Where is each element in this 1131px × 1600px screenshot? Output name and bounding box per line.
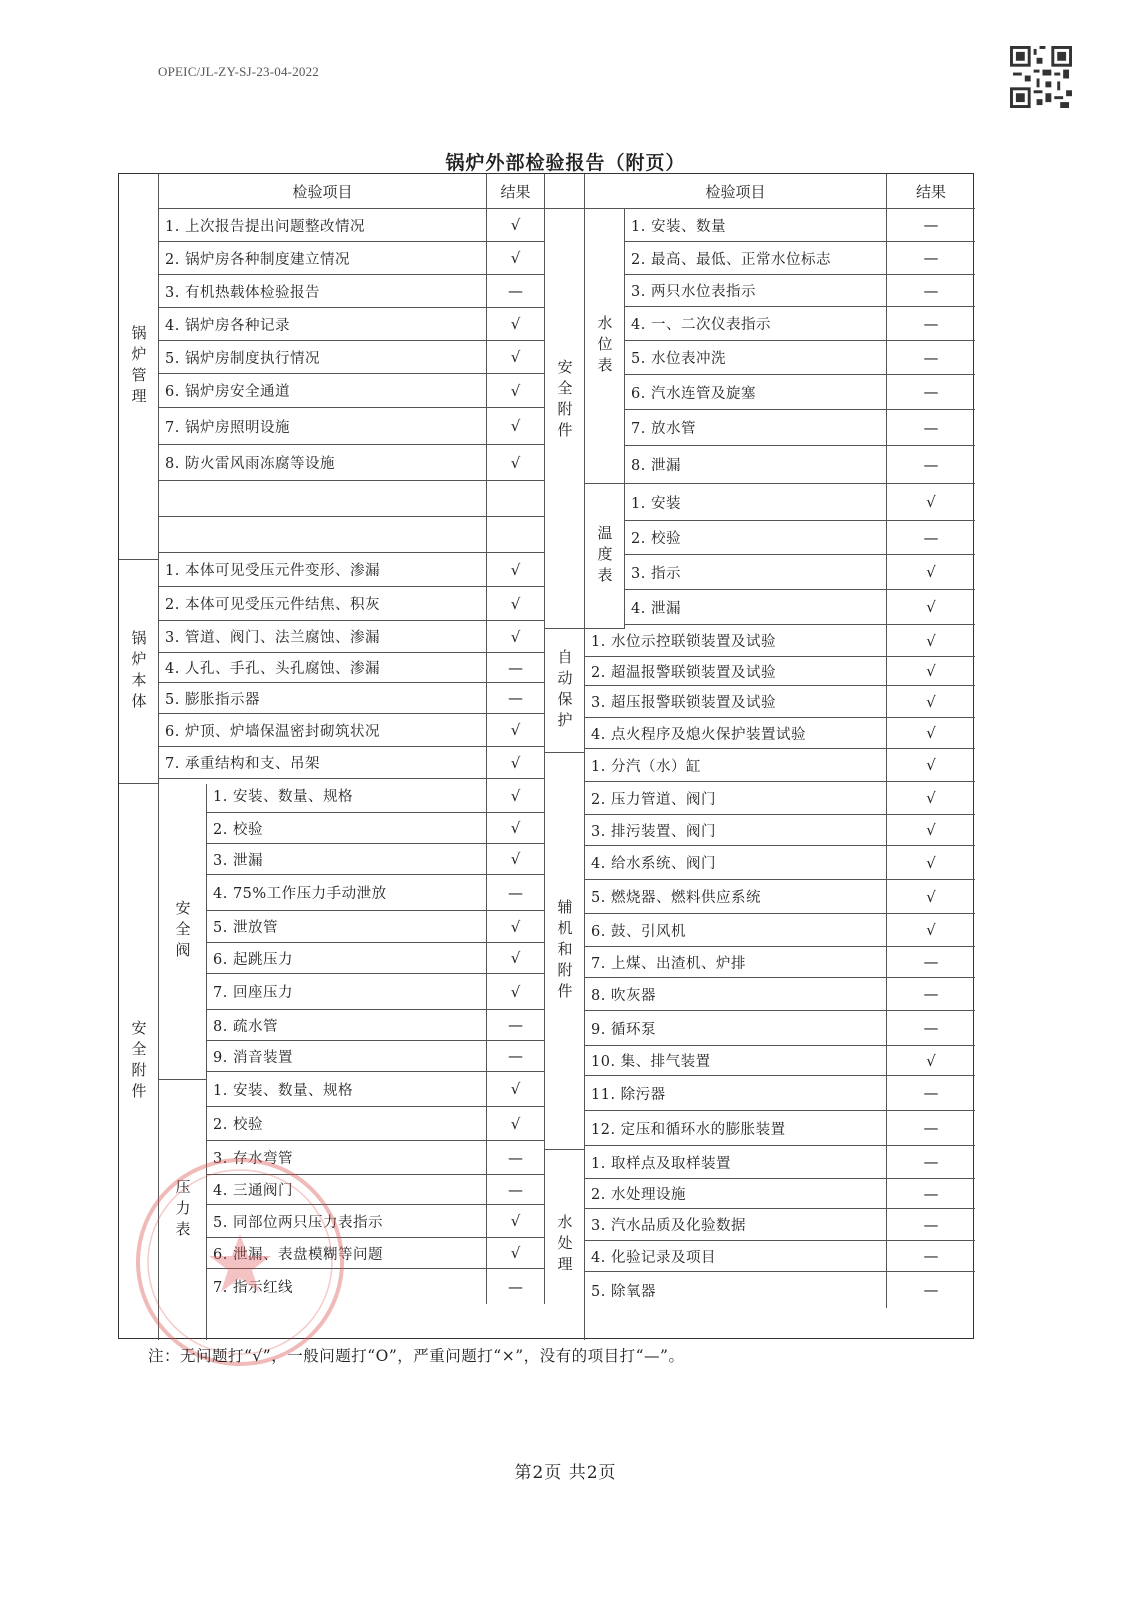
right-result: √: [887, 815, 975, 846]
group-auxiliary-equipment: 辅机和附件: [545, 753, 585, 1150]
right-result: —: [887, 521, 975, 555]
right-result-header: 结果: [887, 174, 975, 209]
document-number: OPEIC/JL-ZY-SJ-23-04-2022: [158, 64, 319, 79]
left-item: 4. 三通阀门: [207, 1175, 487, 1205]
right-result: √: [887, 880, 975, 914]
right-item: 2. 压力管道、阀门: [585, 782, 887, 815]
left-result: —: [487, 1175, 545, 1205]
left-result: [487, 481, 545, 517]
left-item: 3. 泄漏: [207, 844, 487, 875]
left-item: 1. 上次报告提出问题整改情况: [159, 209, 487, 242]
left-result: √: [487, 341, 545, 374]
left-item: 4. 锅炉房各种记录: [159, 308, 487, 341]
right-item: 4. 点火程序及熄火保护装置试验: [585, 718, 887, 749]
right-result: √: [887, 718, 975, 749]
right-item: 2. 校验: [625, 521, 887, 555]
right-item: 3. 指示: [625, 555, 887, 590]
group-auto-protection: 自动保护: [545, 629, 585, 753]
right-item: 10. 集、排气装置: [585, 1046, 887, 1076]
right-item: 3. 超压报警联锁装置及试验: [585, 686, 887, 718]
right-item: 4. 给水系统、阀门: [585, 846, 887, 880]
left-item: 9. 消音装置: [207, 1041, 487, 1072]
left-result: —: [487, 1269, 545, 1304]
right-result: √: [887, 625, 975, 657]
left-result: √: [487, 445, 545, 481]
left-result: √: [487, 242, 545, 275]
left-item: 5. 膨胀指示器: [159, 683, 487, 714]
group-boiler-management: 锅炉管理: [119, 174, 159, 560]
left-result-header: 结果: [487, 174, 545, 209]
left-result: —: [487, 875, 545, 911]
left-item: 5. 泄放管: [207, 911, 487, 943]
group-pressure-gauge: 压力表: [159, 1080, 207, 1340]
left-result: √: [487, 844, 545, 875]
left-item: 3. 有机热载体检验报告: [159, 275, 487, 308]
right-result: —: [887, 341, 975, 375]
left-result: —: [487, 1141, 545, 1175]
right-result: √: [887, 484, 975, 521]
left-item: 6. 泄漏、表盘模糊等问题: [207, 1238, 487, 1269]
left-item: 7. 指示红线: [207, 1269, 487, 1304]
left-item-header: 检验项目: [159, 174, 487, 209]
right-item: 3. 汽水品质及化验数据: [585, 1209, 887, 1241]
right-result: —: [887, 1209, 975, 1241]
left-result: —: [487, 1010, 545, 1041]
left-result: √: [487, 308, 545, 341]
right-result: √: [887, 555, 975, 590]
right-result: √: [887, 1046, 975, 1076]
left-result: √: [487, 813, 545, 844]
left-item: 6. 起跳压力: [207, 943, 487, 974]
right-item: 7. 上煤、出渣机、炉排: [585, 947, 887, 978]
right-item: 1. 分汽（水）缸: [585, 749, 887, 782]
left-item: 7. 回座压力: [207, 974, 487, 1010]
left-result: √: [487, 1238, 545, 1269]
right-item: 2. 水处理设施: [585, 1179, 887, 1209]
left-result: √: [487, 374, 545, 408]
right-item: 5. 水位表冲洗: [625, 341, 887, 375]
left-item: 2. 本体可见受压元件结焦、积灰: [159, 587, 487, 621]
group-safety-valve: 安全阀: [159, 784, 207, 1080]
left-item: 5. 同部位两只压力表指示: [207, 1205, 487, 1238]
right-result: —: [887, 209, 975, 242]
left-item: 4. 人孔、手孔、头孔腐蚀、渗漏: [159, 653, 487, 683]
right-result: —: [887, 1011, 975, 1046]
left-result: [487, 517, 545, 553]
left-result: √: [487, 779, 545, 813]
left-result: √: [487, 714, 545, 747]
right-result: —: [887, 307, 975, 341]
right-result: —: [887, 1179, 975, 1209]
left-result: √: [487, 974, 545, 1010]
left-item: 8. 防火雷风雨冻腐等设施: [159, 445, 487, 481]
right-result: √: [887, 782, 975, 815]
right-item: 4. 化验记录及项目: [585, 1241, 887, 1272]
left-result: √: [487, 943, 545, 974]
left-item: 1. 本体可见受压元件变形、渗漏: [159, 553, 487, 587]
left-result: —: [487, 653, 545, 683]
group-boiler-body: 锅炉本体: [119, 560, 159, 784]
left-item: [159, 481, 487, 517]
group-safety-accessories-right: 安全附件: [545, 174, 585, 629]
right-item: 4. 一、二次仪表指示: [625, 307, 887, 341]
group-water-level-gauge: 水位表: [585, 209, 625, 484]
left-result: —: [487, 1041, 545, 1072]
right-result: √: [887, 846, 975, 880]
right-result: —: [923, 1281, 939, 1299]
left-result: √: [487, 408, 545, 445]
right-item: 6. 汽水连管及旋塞: [625, 375, 887, 410]
left-item: 6. 炉顶、炉墙保温密封砌筑状况: [159, 714, 487, 747]
right-result: —: [887, 978, 975, 1011]
right-result: √: [887, 749, 975, 782]
right-item: 5. 除氧器: [585, 1272, 887, 1308]
left-result: —: [487, 275, 545, 308]
right-result: —: [887, 446, 975, 484]
right-item: 4. 泄漏: [625, 590, 887, 625]
right-result: √: [887, 914, 975, 947]
left-item: 4. 75%工作压力手动泄放: [207, 875, 487, 911]
right-result: √: [887, 657, 975, 686]
right-item: 12. 定压和循环水的膨胀装置: [585, 1111, 887, 1146]
left-item: 2. 校验: [207, 813, 487, 844]
left-result: √: [487, 587, 545, 621]
right-item: 8. 泄漏: [625, 446, 887, 484]
left-item: 2. 校验: [207, 1107, 487, 1141]
right-result: √: [887, 686, 975, 718]
left-item: 2. 锅炉房各种制度建立情况: [159, 242, 487, 275]
left-result: √: [487, 911, 545, 943]
right-item: 1. 取样点及取样装置: [585, 1146, 887, 1179]
group-temperature-gauge: 温度表: [585, 484, 625, 629]
report-title: 锅炉外部检验报告（附页）: [445, 152, 686, 174]
left-item: 1. 安装、数量、规格: [207, 779, 487, 813]
right-result: —: [887, 1111, 975, 1146]
right-item: 11. 除污器: [585, 1076, 887, 1111]
right-item-header: 检验项目: [585, 174, 887, 209]
right-item: 6. 鼓、引风机: [585, 914, 887, 947]
right-result: —: [887, 1146, 975, 1179]
right-item: 8. 吹灰器: [585, 978, 887, 1011]
right-result: —: [887, 242, 975, 275]
right-item: 7. 放水管: [625, 410, 887, 446]
left-result: √: [487, 621, 545, 653]
right-item: 1. 安装、数量: [625, 209, 887, 242]
right-item: 1. 水位示控联锁装置及试验: [585, 625, 887, 657]
right-item: 2. 超温报警联锁装置及试验: [585, 657, 887, 686]
right-result: —: [887, 947, 975, 978]
left-result: √: [487, 1072, 545, 1107]
left-item: 7. 锅炉房照明设施: [159, 408, 487, 445]
left-item: [159, 517, 487, 553]
left-item: 8. 疏水管: [207, 1010, 487, 1041]
left-result: —: [487, 683, 545, 714]
right-result: —: [887, 410, 975, 446]
right-item: 5. 燃烧器、燃料供应系统: [585, 880, 887, 914]
right-result: —: [887, 375, 975, 410]
left-item: 6. 锅炉房安全通道: [159, 374, 487, 408]
left-item: 1. 安装、数量、规格: [207, 1072, 487, 1107]
right-item: 3. 排污装置、阀门: [585, 815, 887, 846]
right-result: —: [887, 1241, 975, 1272]
group-safety-accessories-left: 安全附件: [119, 784, 159, 1340]
left-result: √: [487, 1205, 545, 1238]
right-item: 2. 最高、最低、正常水位标志: [625, 242, 887, 275]
left-item: 5. 锅炉房制度执行情况: [159, 341, 487, 374]
left-item: 3. 管道、阀门、法兰腐蚀、渗漏: [159, 621, 487, 653]
left-result: √: [487, 747, 545, 779]
right-item: 1. 安装: [625, 484, 887, 521]
left-item: 3. 存水弯管: [207, 1141, 487, 1175]
page-footer: 第2页 共2页: [514, 1463, 617, 1483]
qr-code-icon: [1010, 46, 1072, 108]
right-item: 3. 两只水位表指示: [625, 275, 887, 307]
left-result: √: [487, 1107, 545, 1141]
legend-note: 注：无问题打“√”，一般问题打“O”，严重问题打“×”，没有的项目打“—”。: [148, 1347, 685, 1365]
left-result: √: [487, 553, 545, 587]
right-result: —: [887, 275, 975, 307]
left-result: √: [487, 209, 545, 242]
left-item: 7. 承重结构和支、吊架: [159, 747, 487, 779]
group-water-treatment: 水处理: [545, 1150, 585, 1340]
right-result: —: [887, 1076, 975, 1111]
right-result: √: [887, 590, 975, 625]
right-item: 9. 循环泵: [585, 1011, 887, 1046]
